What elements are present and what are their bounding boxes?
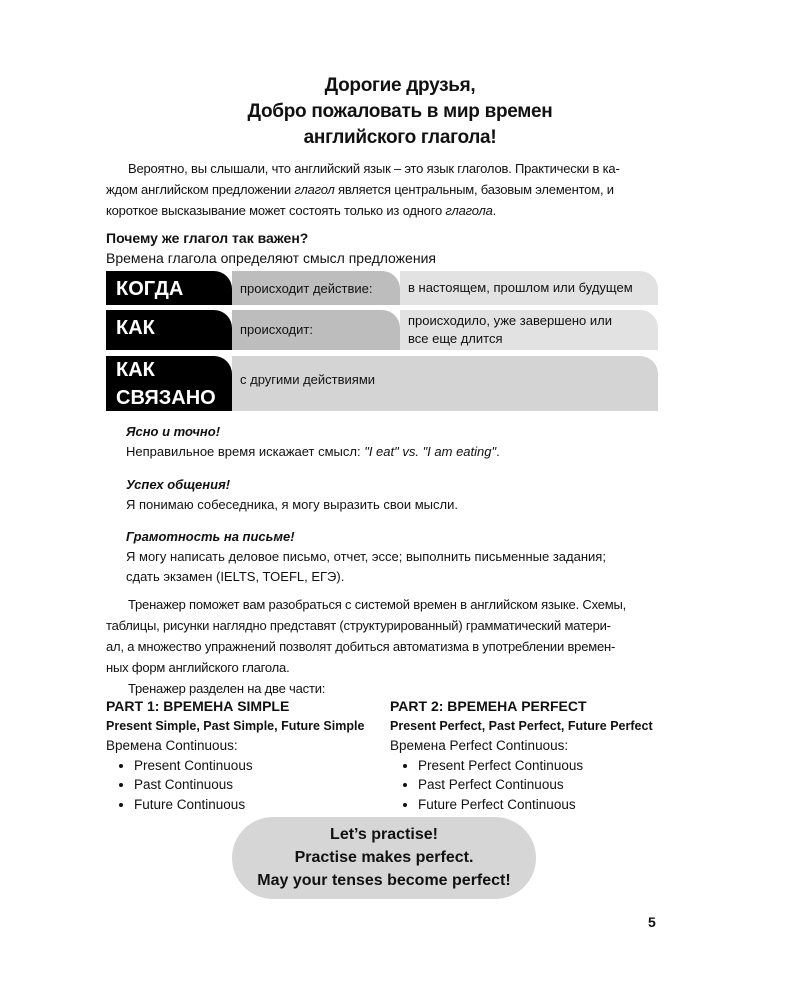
part-tenses: Present Perfect, Past Perfect, Future Perfect <box>390 718 653 733</box>
note-text: Я понимаю собеседника, я могу выразить свои мысли. <box>126 497 458 512</box>
text-line: May your tenses become perfect! <box>257 872 511 889</box>
row-key: КАК <box>106 310 232 350</box>
part-label: Времена Perfect Continuous: <box>390 738 569 753</box>
note-text: Неправильное время искажает смысл: <box>126 444 365 459</box>
text-line: Тренажер поможет вам разобраться с системой времен в английском языке. Схемы, <box>128 597 627 612</box>
row-mid: происходит действие: <box>232 271 400 305</box>
table-row-how <box>106 310 658 350</box>
text: . <box>492 203 497 218</box>
text: является центральным, базовым элементом, и <box>334 182 614 197</box>
row-key: КОГДА <box>106 271 232 305</box>
list-item: • Past Continuous <box>134 775 364 795</box>
note-writing <box>126 527 606 587</box>
section-subheading: Времена глагола определяют смысл предложения <box>106 250 436 266</box>
intro-paragraph <box>106 158 666 221</box>
row-mid: с другими действиями <box>232 356 658 411</box>
note-example: "I eat" vs. "I am eating" <box>364 444 497 459</box>
text-line: таблицы, рисунки наглядно представят (структурированный) грамматический матери- <box>106 618 611 633</box>
row-right <box>400 310 658 350</box>
text-line: происходило, уже завершено или <box>408 313 612 328</box>
part-2 <box>390 697 653 814</box>
text-line: СВЯЗАНО <box>116 387 216 409</box>
motto-bubble <box>232 817 536 899</box>
note-title: Грамотность на письме! <box>126 529 295 544</box>
note-communication <box>126 475 458 515</box>
part-list <box>106 756 364 815</box>
part-label: Времена Continuous: <box>106 738 238 753</box>
list-item: • Present Continuous <box>134 756 364 776</box>
section-heading: Почему же глагол так важен? <box>106 230 309 246</box>
part-title: PART 1: ВРЕМЕНА SIMPLE <box>106 698 290 714</box>
title-line: Добро пожаловать в мир времен <box>247 101 553 122</box>
row-key <box>106 356 232 411</box>
part-tenses: Present Simple, Past Simple, Future Simple <box>106 718 365 733</box>
text-italic: глагол <box>294 182 335 197</box>
note-title: Ясно и точно! <box>126 424 221 439</box>
page-number: 5 <box>648 914 656 930</box>
text-line: Тренажер разделен на две части: <box>128 681 326 696</box>
note-text: сдать экзамен (IELTS, TOEFL, ЕГЭ). <box>126 569 345 584</box>
list-item: • Future Perfect Continuous <box>418 795 653 815</box>
text-line <box>106 179 666 200</box>
text-italic: глагола <box>445 203 493 218</box>
trainer-paragraph <box>106 594 666 699</box>
text-line: Let’s practise! <box>330 826 438 843</box>
note-text: Я могу написать деловое письмо, отчет, эссе; выполнить письменные задания; <box>126 549 606 564</box>
list-item: • Past Perfect Continuous <box>418 775 653 795</box>
part-list <box>390 756 653 815</box>
note-clear <box>126 422 500 462</box>
text: короткое высказывание может состоять только из одного <box>106 203 446 218</box>
text-line: Вероятно, вы слышали, что английский язык – это язык глаголов. Практически в ка- <box>128 161 620 176</box>
text: ждом английском предложении <box>106 182 295 197</box>
list-item: • Present Perfect Continuous <box>418 756 653 776</box>
text-line: все еще длится <box>408 331 503 346</box>
text-line: ных форм английского глагола. <box>106 660 290 675</box>
text-line: ал, а множество упражнений позволят добиться автоматизма в употреблении времен- <box>106 639 616 654</box>
table-row-connected <box>106 356 658 411</box>
row-right: в настоящем, прошлом или будущем <box>400 271 658 305</box>
page-title <box>0 73 800 151</box>
table-row-when <box>106 271 658 305</box>
title-line: Дорогие друзья, <box>324 75 476 96</box>
text-line: Practise makes perfect. <box>294 849 474 866</box>
part-1 <box>106 697 364 814</box>
part-title: PART 2: ВРЕМЕНА PERFECT <box>390 698 587 714</box>
row-mid: происходит: <box>232 310 400 350</box>
text-line: КАК <box>116 359 155 381</box>
list-item: • Future Continuous <box>134 795 364 815</box>
text: . <box>496 444 500 459</box>
text-line <box>106 200 666 221</box>
title-line: английского глагола! <box>303 127 497 148</box>
note-title: Успех общения! <box>126 477 231 492</box>
